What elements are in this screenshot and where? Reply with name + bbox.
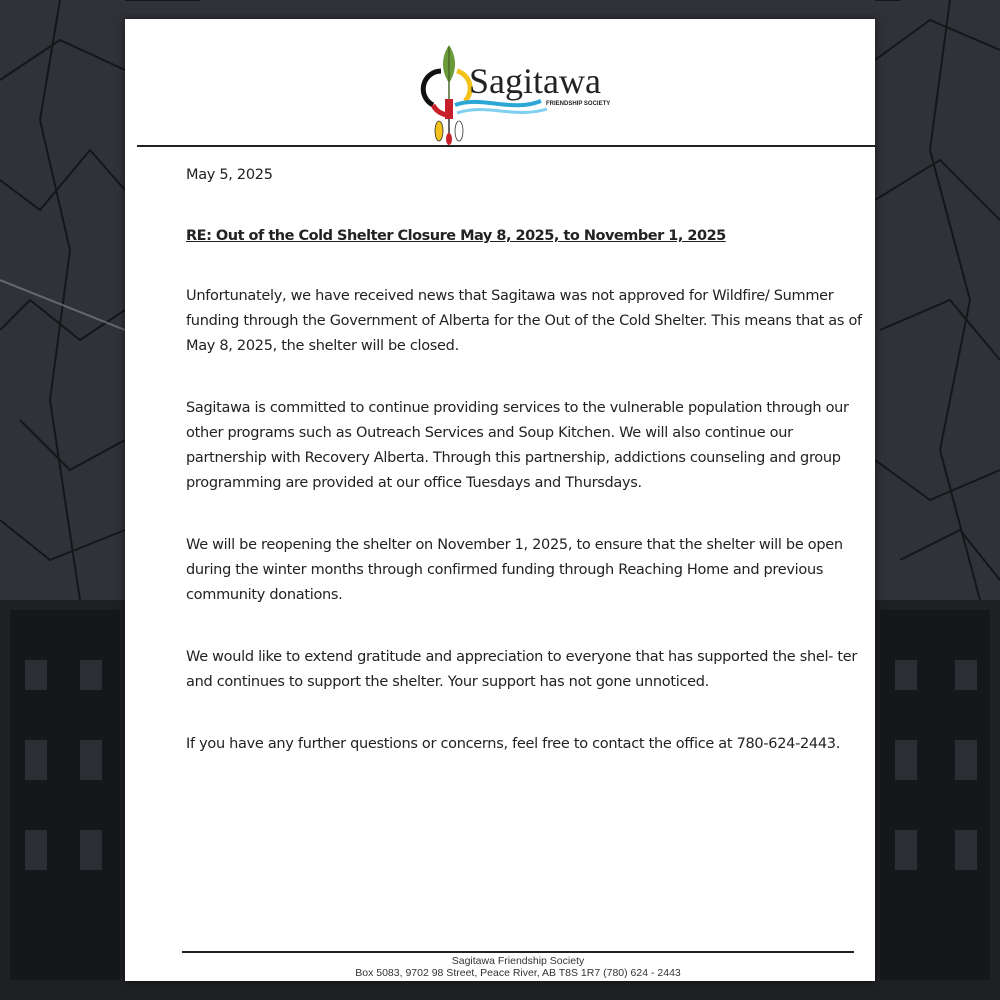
letter-date: May 5, 2025 bbox=[186, 167, 273, 183]
footer-address: Box 5083, 9702 98 Street, Peace River, AB T8S 1R7 (780) 624 - 2443 bbox=[355, 967, 681, 979]
paragraph-contact: If you have any further questions or concerns, feel free to contact the office at 780-624-2443. bbox=[186, 736, 841, 752]
paragraph-services: Sagitawa is committed to continue providing services to the vulnerable population through our other programs such as Outreach Services and Soup Kitchen. We will also continue our partnership with Recovery Alberta. Through this partnership, addictions counseling and group programming are provided at our office Tuesdays and Thursdays. bbox=[186, 400, 849, 491]
paragraph-gratitude: We would like to extend gratitude and appreciation to everyone that has supported the shel- ter and continues to support the shelter. Your support has not gone unnoticed. bbox=[186, 649, 858, 690]
footer-org-name: Sagitawa Friendship Society bbox=[451, 955, 585, 967]
footer-divider bbox=[182, 951, 854, 953]
paragraph-reopening: We will be reopening the shelter on November 1, 2025, to ensure that the shelter will be open during the winter months through confirmed funding through Reaching Home and previous community donations. bbox=[186, 537, 843, 603]
letter-body bbox=[186, 163, 866, 794]
letter-page bbox=[125, 19, 875, 981]
paragraph-funding: Unfortunately, we have received news that Sagitawa was not approved for Wildfire/ Summer funding through the Government of Alberta for the Out of the Cold Shelter. This means that as of May 8, 2025, the shelter will be closed. bbox=[186, 288, 862, 354]
header-divider bbox=[137, 145, 875, 147]
logo-wordmark: Sagitawa bbox=[469, 61, 601, 101]
sagitawa-logo bbox=[411, 43, 623, 145]
logo-tagline: FRIENDSHIP SOCIETY bbox=[546, 101, 611, 107]
letter-subject: RE: Out of the Cold Shelter Closure May 8, 2025, to November 1, 2025 bbox=[186, 228, 726, 244]
